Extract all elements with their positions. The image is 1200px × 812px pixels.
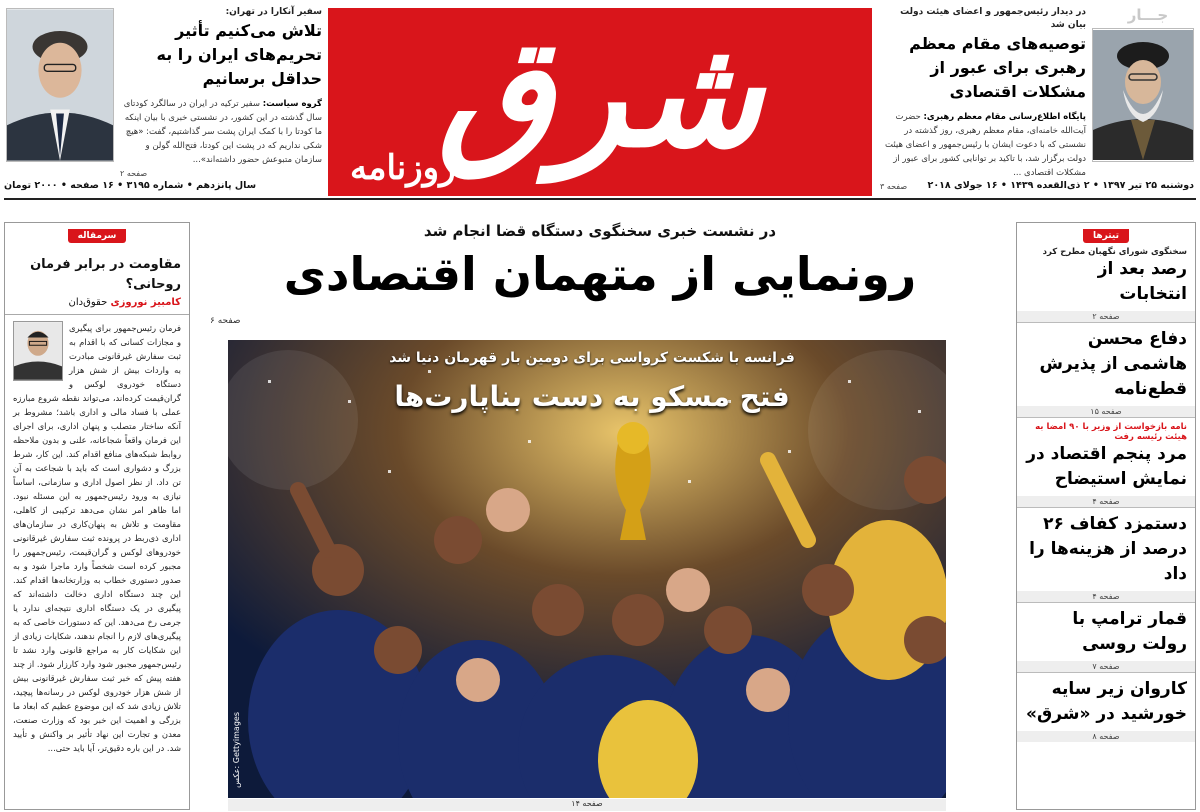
editorial-text: فرمان رئیس‌جمهور برای پیگیری و مجازات کسانی که با اقدام به ثبت سفارش غیرقانونی مبادرت به واردات بیش از شش هزار دستگاه خودروی لوکس و گران‌قیمت کرده‌اند، می‌تواند نقطه شروع مبارزه عملی با فساد مالی و اداری باشد؛ مشروط بر آنکه ساختار متصلب و پنهان اداری، برای اجرای این فرمان واقعاً شجاعانه، علنی و بدون ملاحظه روابط شبکه‌های منافع اقدام کند. این کار، شرط بزرگ و دشواری است که باید با شجاعت به آن تن داد. از نظر اصول اداری و سازمانی، اساساً نیازی به ورود رئیس‌جمهور به این مسئله نبود. اما ظاهر امر نشان می‌دهد ترکیبی از کاهلی، مقاومت و تلاش به پنهان‌کاری در سازمان‌های اداری ذی‌ربط در پرونده ثبت سفارش غیرقانونی خودروهای لوکس و گران‌قیمت، رئیس‌جمهور را مجبور کرده است شخصاً وارد ماجرا شود و به صدور دستوری خطاب به وزارتخانه‌ها اقدام کند. این چند دستگاه اداری دخالت داشته‌اند که پیگیری در یک دستگاه اداری نتیجه‌ای ندارد یا جرمی رخ می‌دهد. این که دستورات خاصی که به پیگیری‌های لازم را انجام ندهند، شکایات زیادی از این شکایات کار به مراجع قانونی وارد نشد تا رئیس‌جمهور مجبور شود وارد کارزار شود. از چند هفته پیش که خبر ثبت سفارش غیرقانونی بیش از شش هزار خودروی لوکس در رسانه‌ها پیچید، تلاش زیادی شد که این موضوع عظیم که ابعاد ما بزرگی و اهمیت این خبر بود که وزارت صنعت، معدن و تجارت این نهاد تأثیر بر واکنش و تأیید شد. در این باره دقیق‌تر، آیا باید حتی... [13,323,181,753]
teaser-leader-meeting[interactable] [880,6,1086,191]
photo-kicker: فرانسه با شکست کرواسی برای دومین بار قهرمان دنیا شد [389,350,795,366]
editorial-author-role: حقوق‌دان [68,297,108,308]
sidebar-item-page[interactable]: صفحه ۷ [1017,661,1195,672]
teaser-page-ref[interactable]: صفحه ۲ [120,169,148,178]
editorial-tab-wrap [5,223,189,243]
teaser-headline[interactable]: توصیه‌های مقام معظم رهبری برای عبور از مشکلات اقتصادی [909,34,1086,101]
photo-credit: عکس: Gettyimages [232,712,241,788]
photo-page-ref[interactable]: صفحه ۱۴ [228,799,946,811]
editorial-author: کامبیز نوروزی [110,297,181,308]
teaser-text: حضرت آیت‌الله خامنه‌ای، مقام معظم رهبری، روز گذشته در نشستی که با دعوت ایشان با رئیس‌جمهور و اعضای هیئت دولت برگزار شد، با تاکید بر توانایی کشور برای عبور از مشکلات اقتصادی ... [885,112,1086,178]
shargh-logo[interactable] [328,8,872,196]
sidebar-item-kicker: نامه بازخواست از وزیر با ۹۰ امضا به هیئت رئیسه رفت [1035,422,1187,442]
teaser-body [880,110,1086,180]
sidebar-item-headline[interactable]: قمار ترامپ با رولت روسی [1072,609,1187,654]
main-headline-page-ref[interactable]: صفحه ۶ [210,316,241,326]
sidebar-item-headline[interactable]: دستمزد کفاف ۲۶ درصد از هزینه‌ها را داد [1029,514,1187,584]
author-photo [13,321,63,381]
sidebar-item-election[interactable] [1017,243,1195,323]
sidebar-tab[interactable]: تیترها [1083,229,1129,243]
sidebar-item-trump[interactable] [1017,603,1195,673]
sidebar-tab-wrap [1017,223,1195,243]
portrait-left-figure [7,9,113,161]
sidebar-item-hashemi[interactable] [1017,323,1195,418]
sidebar-item-page[interactable]: صفحه ۸ [1017,731,1195,742]
teaser-body [120,97,322,167]
author-photo-figure [14,322,62,380]
sidebar-item-impeachment[interactable] [1017,418,1195,508]
portrait-left-image [6,8,114,162]
masthead-rule [4,198,1196,200]
sidebar-item-headline[interactable]: مرد پنجم اقتصاد در نمایش استیضاح [1026,444,1187,489]
photo-headline[interactable]: فتح مسکو به دست بناپارت‌ها [394,380,790,413]
editorial-headline[interactable]: مقاومت در برابر فرمان روحانی؟ [30,257,181,292]
sidebar-item-headline[interactable]: کاروان زیر سایه خورشید در «شرق» [1026,679,1187,724]
sidebar-item-headline[interactable]: رصد بعد از انتخابات [1097,259,1187,304]
sidebar-item-page[interactable]: صفحه ۴ [1017,496,1195,507]
logo-wordmark: شرق [437,8,763,181]
issue-date: دوشنبه ۲۵ تیر ۱۳۹۷ • ۲ ذی‌القعده ۱۴۳۹ • ۱۶ جولای ۲۰۱۸ [927,180,1194,191]
logo-subtitle: روزنامه [350,148,456,188]
editorial-column [4,222,190,810]
sidebar-item-page[interactable]: صفحه ۲ [1017,311,1195,322]
sidebar-item-headline[interactable]: دفاع محسن هاشمی از پذیرش قطع‌نامه [1039,329,1187,399]
sidebar-item-caravan[interactable] [1017,673,1195,742]
sidebar-item-kicker: سخنگوی شورای نگهبان مطرح کرد [1042,247,1187,257]
issue-number: سال پانزدهم • شماره ۳۱۹۵ • ۱۶ صفحه • ۲۰۰۰ تومان [4,180,257,191]
teaser-page-ref[interactable]: صفحه ۳ [880,182,908,191]
editorial-tab[interactable]: سرمقاله [68,229,127,243]
main-superhead: در نشست خبری سخنگوی دستگاه قضا انجام شد [423,222,777,240]
portrait-right-image [1092,28,1194,162]
teaser-source: پایگاه اطلاع‌رسانی مقام معظم رهبری: [923,112,1086,122]
sidebar-item-page[interactable]: صفحه ۴ [1017,591,1195,602]
teaser-kicker: سفیر آنکارا در تهران: [225,7,322,17]
teaser-source: گروه سیاست: [262,99,322,109]
portrait-right-figure [1093,29,1193,161]
editorial-byline [5,297,189,315]
editorial-body [5,315,189,761]
teaser-turkey-ambassador[interactable] [120,6,322,178]
sidebar-item-wages[interactable] [1017,508,1195,603]
publisher-watermark: جـــار [1127,6,1169,24]
teaser-kicker: در دیدار رئیس‌جمهور و اعضای هیئت دولت بیان شد [900,7,1086,30]
lead-photo[interactable] [228,340,946,798]
teaser-headline[interactable]: تلاش می‌کنیم تأثیر تحریم‌های ایران را به حداقل برسانیم [156,21,322,88]
sidebar-item-page[interactable]: صفحه ۱۵ [1017,406,1195,417]
headlines-sidebar [1016,222,1196,810]
main-headline[interactable]: رونمایی از متهمان اقتصادی [283,247,917,301]
teaser-text: سفیر ترکیه در ایران در سالگرد کودتای سال گذشته در این کشور، در نشستی خبری با بیان اینکه ما کودتا را با کمک ایران پشت سر گذاشتیم، گفت: «هیچ شکی نداریم که در پشت این کودتا، فتح‌الله گولن و سازمان متبوعش حضور داشته‌اند»... [123,99,322,165]
